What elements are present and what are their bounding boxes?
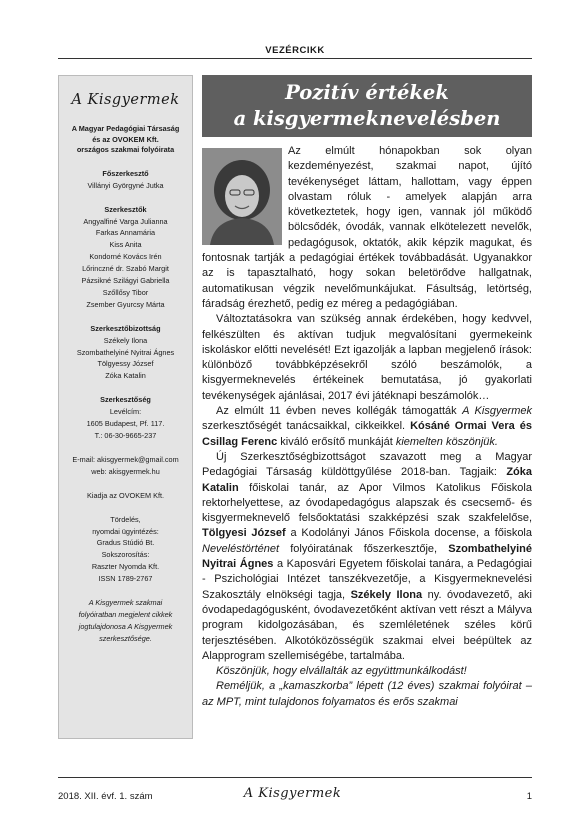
copyright-line: jogtulajdonosa A Kisgyermek xyxy=(78,621,173,631)
person-name: Szombathelyiné Nyitrai Ágnes xyxy=(202,542,532,571)
copyright-line: folyóiratban megjelent cikkek xyxy=(78,609,173,619)
production-line: Gradus Stúdió Bt. xyxy=(96,538,155,548)
text-run: főiskolai tanár, az Apor Vilmos Katolikus Főiskola rektorhelyettese, az óvodapedagógus alapszak és csecsemő- és kisgyermeknevelő felsőoktatási szakképzési szak szakfelelőse, xyxy=(202,481,532,525)
contact-block xyxy=(59,454,192,478)
editor-name: Kondorné Kovács Irén xyxy=(89,252,162,262)
footer-logo: A Kisgyermek xyxy=(243,786,342,801)
production-line: nyomdai ügyintézés: xyxy=(92,526,159,536)
paragraph xyxy=(202,450,532,664)
journal-name: A Kisgyermek xyxy=(462,405,533,418)
board-member: Tölgyessy József xyxy=(97,359,154,369)
board-block xyxy=(59,323,192,383)
issue-info: 2018. XII. évf. 1. szám xyxy=(58,791,153,802)
editor-in-chief-name: Villányi Györgyné Jutka xyxy=(87,180,164,190)
top-rule xyxy=(58,58,532,59)
bottom-rule xyxy=(58,777,532,778)
text-run: ny. óvodavezető, aki óvodapedagógusként, óvodavezetőként aktívan vett részt a Mályva program kidolgozásában, és szemléletének széles körű terjesztésében. Alkotóközösségük szakmai elvei beépültek az Alapprogram szellemiségébe, tartalmába. xyxy=(202,588,533,662)
page-number: 1 xyxy=(526,791,532,802)
copyright-line: A Kisgyermek szakmai xyxy=(88,598,163,608)
office-line: Levélcím: xyxy=(109,407,142,417)
editor-name: Angyalfiné Varga Julianna xyxy=(83,216,168,226)
title-line-2: a kisgyermeknevelésben xyxy=(233,107,501,130)
text-run: folyóiratának főszerkesztője, xyxy=(279,542,449,555)
production-line: Raszter Nyomda Kft. xyxy=(91,562,160,572)
description-line: A Magyar Pedagógiai Társaság xyxy=(71,124,180,133)
editors-block xyxy=(59,204,192,311)
description-line: országos szakmai folyóirata xyxy=(76,145,175,155)
title-line-1: Pozitív értékek xyxy=(285,81,449,104)
person-name: Zóka Katalin xyxy=(202,466,532,494)
photo-spacer xyxy=(202,144,288,246)
journal-logo: A Kisgyermek xyxy=(71,92,180,108)
journal-description xyxy=(59,124,192,156)
editor-name: Szőllősy Tibor xyxy=(102,287,149,297)
person-name: Tölgyesi József xyxy=(202,527,286,540)
production-block xyxy=(59,514,192,585)
production-line: Sokszorosítás: xyxy=(101,550,150,560)
board-member: Szombathelyiné Nyitrai Ágnes xyxy=(76,347,175,357)
publisher-line: Kiadja az OVOKEM Kft. xyxy=(86,490,165,500)
production-line: ISSN 1789-2767 xyxy=(98,574,153,584)
masthead-sidebar xyxy=(58,75,193,739)
paragraph: Az elmúlt hónapokban sok olyan kezdeményezést, szakmai napot, újító tevékenységet láttam, hallottam, vagy éppen olvastam róluk - amelyek alapján arra következtetek, hogy igen, vannak jól működő bölcsődék, óvodák, vannak elkötelezett nevelők, pedagógusok, oktatók, akik képzik magukat, és fontosnak tartják a pedagógiai értékek továbbadását. Ugyanakkor az is tapasztalható, hogy sokan beletörődve hallgatnak, automatikusan végzik nevelőmunkájukat. Fásultság, letörtség, fáradság érezhető, pedig ez méreg a pedagógiában. xyxy=(202,145,532,310)
copyright-notice xyxy=(59,597,192,645)
section-header xyxy=(58,40,532,58)
paragraph xyxy=(202,679,532,710)
production-line: Tördelés, xyxy=(110,514,141,524)
editor-in-chief-heading: Főszerkesztő xyxy=(102,168,149,178)
text-run: kiváló erősítő munkáját xyxy=(277,435,396,448)
email-link[interactable]: E-mail: akisgyermek@gmail.com xyxy=(72,454,179,464)
board-heading: Szerkesztőbizottság xyxy=(90,323,161,333)
office-block xyxy=(59,394,192,442)
text-run: a Kaposvári Egyetem főiskolai tanára, a Pedagógiai - Pszichológiai Intézet tanszékvezetője, a Kisgyermeknevelési Szakosztály elnökségi tagja, xyxy=(202,558,532,601)
editor-name: Zsember Gyurcsy Márta xyxy=(86,299,165,309)
editor-name: Lőrinczné dr. Szabó Margit xyxy=(82,264,169,274)
editor-name: Farkas Annamária xyxy=(95,228,156,238)
copyright-line: szerkesztősége. xyxy=(99,633,152,643)
description-line: és az OVOKEM Kft. xyxy=(92,134,159,144)
board-member: Zóka Katalin xyxy=(105,371,146,381)
web-link[interactable]: web: akisgyermek.hu xyxy=(91,466,160,476)
emphasis-text: Köszönjük, hogy elvállalták az együttmunkálkodást! xyxy=(216,665,467,678)
text-run: szerkesztőségét tanácsaikkal, cikkeikkel. xyxy=(202,420,411,433)
paragraph: Változtatásokra van szükség annak érdekében, hogy kedvvel, felkészülten és aktívan tudjuk megvalósítani gyermekeink iskoláskor előtti nevelését! Ezt igazolják a lapban megjelenő írások: különböző továbbképzésekről szóló beszámolók, a kisgyermeknevelés értékeinek bemutatása, jó gyakorlati tevékenységek ajánlásai, 2017 évi játéknapi beszámolók… xyxy=(202,313,532,402)
paragraph xyxy=(202,404,532,450)
editor-in-chief-block xyxy=(59,168,192,192)
person-name: Székely Ilona xyxy=(350,588,423,601)
person-names: Kósáné Ormai Vera és Csillag Ferenc xyxy=(202,420,532,448)
paragraph xyxy=(202,664,532,679)
emphasis-text: Reméljük, a „kamaszkorba” lépett (12 éves) szakmai folyóirat – az MPT, mint tulajdonos folyamatos és erős szakmai xyxy=(202,680,532,708)
editor-name: Pázsikné Szilágyi Gabriella xyxy=(81,276,170,286)
office-line: T.: 06-30-9665-237 xyxy=(94,431,157,440)
text-run: Új Szerkesztőségbizottságot szavazott meg a Magyar Pedagógiai Társaság küldöttgyűlése 2018-ban. Tagjaik: xyxy=(202,450,532,479)
editor-name: Kiss Anita xyxy=(109,240,142,250)
office-line: 1605 Budapest, Pf. 117. xyxy=(86,419,165,429)
editors-heading: Szerkesztők xyxy=(104,204,147,214)
board-member: Székely Ilona xyxy=(103,335,148,345)
journal-name: Neveléstörténet xyxy=(202,542,280,555)
text-run: Az elmúlt 11 évben neves kollégák támogatták xyxy=(216,405,463,418)
text-run: a Kodolányi János Főiskola docense, a főiskola xyxy=(285,527,532,540)
office-heading: Szerkesztőség xyxy=(100,395,151,405)
emphasis-text: kiemelten köszönjük. xyxy=(395,435,498,448)
article-body xyxy=(202,144,532,710)
section-title: VEZÉRCIKK xyxy=(265,45,325,56)
article-title xyxy=(202,75,532,137)
